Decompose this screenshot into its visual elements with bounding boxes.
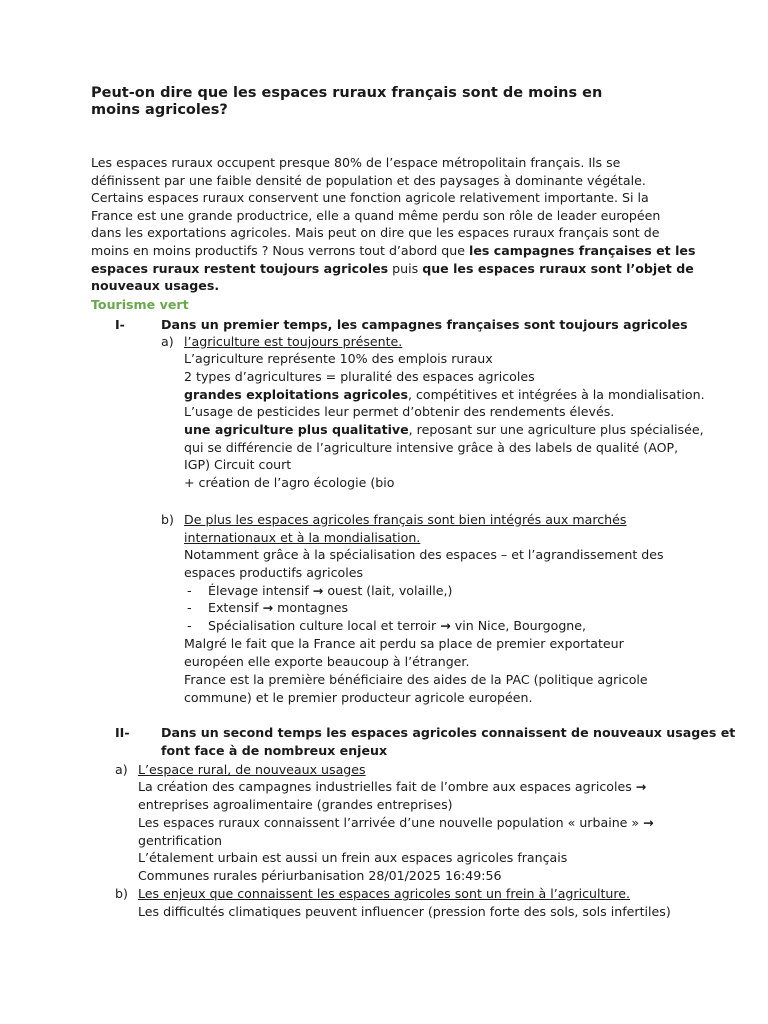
part-1-b-title: internationaux et à la mondialisation.	[184, 530, 421, 545]
text-line: européen elle exporte beaucoup à l’étranger.	[184, 654, 470, 669]
intro-text: puis	[388, 260, 423, 276]
emphasis: grandes exploitations agricoles	[184, 387, 408, 402]
bullet-item	[208, 582, 452, 600]
part-2-heading: font face à de nombreux enjeux	[161, 743, 388, 758]
part-2-a-marker: a)	[115, 762, 128, 777]
intro-line	[91, 277, 691, 295]
intro-emphasis: nouveaux usages.	[91, 278, 220, 294]
intro-line	[91, 242, 696, 260]
arrow-right-icon: →	[312, 583, 324, 598]
text: Spécialisation culture local et terroir	[208, 618, 441, 633]
text-line: commune) et le premier producteur agricole européen.	[184, 690, 533, 705]
arrow-right-icon: →	[440, 618, 451, 633]
text-line: Malgré le fait que la France ait perdu sa place de premier exportateur	[184, 636, 624, 651]
part-2-a-title: L’espace rural, de nouveaux usages	[138, 762, 366, 777]
text-line: + création de l’agro écologie (bio	[184, 475, 395, 490]
bullet-dash: -	[187, 583, 192, 598]
part-1-number: I-	[115, 317, 125, 332]
document-title	[91, 85, 701, 119]
part-1-a-marker: a)	[161, 334, 174, 349]
green-note: Tourisme vert	[91, 297, 189, 312]
intro-emphasis: les campagnes françaises et les	[469, 242, 696, 258]
part-1-b-title: De plus les espaces agricoles français sont bien intégrés aux marchés	[184, 512, 627, 527]
part-1-heading: Dans un premier temps, les campagnes françaises sont toujours agricoles	[161, 317, 688, 332]
text-line	[184, 421, 704, 439]
text: ouest (lait, volaille,)	[323, 583, 453, 598]
part-2-b-marker: b)	[115, 886, 128, 901]
text-line: Communes rurales périurbanisation 28/01/2025 16:49:56	[138, 868, 502, 883]
intro-paragraph	[91, 154, 696, 295]
intro-emphasis: que les espaces ruraux sont l’objet de	[422, 260, 694, 276]
emphasis: une agriculture plus qualitative	[184, 422, 409, 437]
text-line: 2 types d’agricultures = pluralité des espaces agricoles	[184, 369, 535, 384]
part-1-b-marker: b)	[161, 512, 174, 527]
text: montagnes	[273, 600, 349, 615]
bullet-dash: -	[187, 618, 192, 633]
intro-line: dans les exportations agricoles. Mais peut on dire que les espaces ruraux français sont de	[91, 225, 660, 241]
intro-line: Certains espaces ruraux conservent une fonction agricole relativement importante. Si la	[91, 190, 649, 206]
title-line-1: Peut-on dire que les espaces ruraux français sont de moins en	[91, 85, 603, 101]
intro-text: moins en moins productifs ? Nous verrons tout d’abord que	[91, 242, 470, 258]
text-line: gentrification	[138, 833, 223, 848]
text: , reposant sur une agriculture plus spécialisée,	[408, 422, 704, 437]
part-2-heading: Dans un second temps les espaces agricoles connaissent de nouveaux usages et	[161, 725, 736, 740]
arrow-right-icon: →	[643, 815, 654, 830]
text-line: L’agriculture représente 10% des emplois ruraux	[184, 351, 493, 366]
intro-line: France est une grande productrice, elle a quand même perdu son rôle de leader européen	[91, 207, 661, 223]
part-2-b-title: Les enjeux que connaissent les espaces agricoles sont un frein à l’agriculture.	[138, 886, 631, 901]
text-line: espaces productifs agricoles	[184, 565, 364, 580]
text-line: L’usage de pesticides leur permet d’obtenir des rendements élevés.	[184, 404, 615, 419]
text: Élevage intensif	[208, 583, 313, 598]
intro-line	[91, 260, 694, 278]
text-line	[184, 386, 705, 404]
part-1-a-title: l’agriculture est toujours présente.	[184, 334, 403, 349]
title-line-2: moins agricoles?	[91, 102, 228, 118]
text: Extensif	[208, 600, 263, 615]
bullet-item	[208, 617, 586, 635]
text-line: qui se différencie de l’agriculture intensive grâce à des labels de qualité (AOP,	[184, 440, 679, 455]
arrow-right-icon: →	[635, 779, 647, 794]
arrow-right-icon: →	[262, 600, 274, 615]
text-line	[138, 778, 646, 796]
text-line	[138, 814, 654, 832]
text-line: IGP) Circuit court	[184, 457, 292, 472]
intro-emphasis: espaces ruraux restent toujours agricoles	[91, 260, 389, 276]
intro-line: Les espaces ruraux occupent presque 80% de l’espace métropolitain français. Ils se	[91, 155, 621, 170]
text-line: L’étalement urbain est aussi un frein aux espaces agricoles français	[138, 850, 568, 865]
text-line: Les difficultés climatiques peuvent influencer (pression forte des sols, sols infertiles)	[138, 904, 671, 919]
text-line: France est la première bénéficiaire des aides de la PAC (politique agricole	[184, 672, 648, 687]
text: vin Nice, Bourgogne,	[450, 618, 587, 633]
part-2-number: II-	[115, 725, 130, 740]
text: , compétitives et intégrées à la mondialisation.	[407, 387, 705, 402]
text-line: entreprises agroalimentaire (grandes entreprises)	[138, 797, 453, 812]
text: La création des campagnes industrielles fait de l’ombre aux espaces agricoles	[138, 779, 636, 794]
intro-line: définissent par une faible densité de population et des paysages à dominante végétale.	[91, 172, 646, 188]
bullet-item	[208, 599, 348, 617]
text-line: Notamment grâce à la spécialisation des espaces – et l’agrandissement des	[184, 547, 664, 562]
bullet-dash: -	[187, 600, 192, 615]
text: Les espaces ruraux connaissent l’arrivée d’une nouvelle population « urbaine »	[138, 815, 644, 830]
